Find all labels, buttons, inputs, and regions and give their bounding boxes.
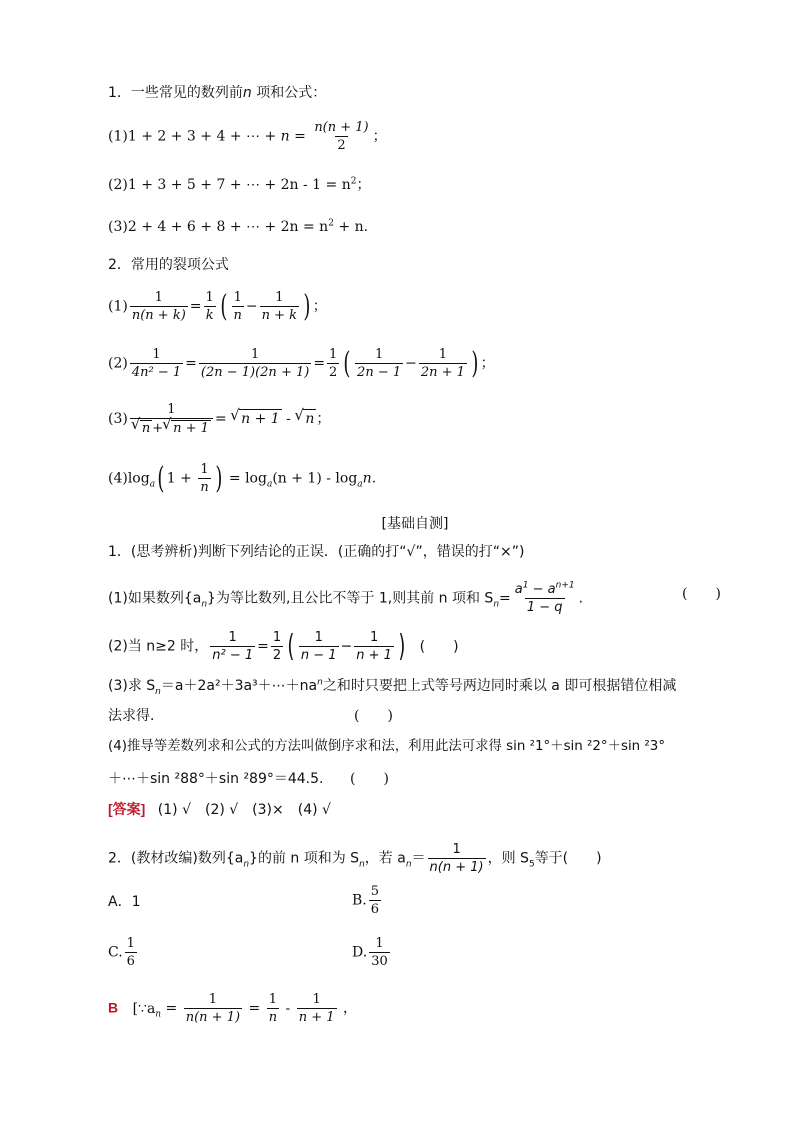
fraction-num: 1	[275, 290, 284, 305]
fraction-den: 2	[272, 648, 282, 663]
stem-text: ，则 S	[487, 850, 529, 867]
fraction-den: 2n − 1	[357, 365, 402, 380]
formula-lhs: 1 + 2 + 3 + 4 + ⋯ +	[127, 128, 281, 145]
fraction-num: 1	[126, 936, 135, 951]
formula-sum-2: (2)1 + 3 + 5 + 7 + ⋯ + $2n - 1 = n^2$；	[108, 176, 371, 193]
item-text: 法求得．	[108, 708, 164, 724]
fraction-num: 5	[370, 884, 380, 899]
option-label: B.	[352, 892, 367, 909]
fraction-den: 2n + 1	[420, 365, 465, 380]
fraction-num: 1	[272, 630, 282, 645]
formula-sum-3: (3)2 + 4 + 6 + 8 + ⋯ + $2n = n^2 + n$.	[108, 218, 369, 235]
formula-sum-1: (1)1 + 2 + 3 + 4 + ⋯ + n = $\frac{n(n + 1)}{2}$ ；	[108, 120, 387, 153]
formula-label: (2)	[108, 177, 128, 193]
option-a[interactable]: A．1	[108, 894, 141, 910]
formula-text: = log	[224, 470, 267, 487]
fraction: $\frac{a^1 - a^{n+1}}{1 - q}$	[514, 580, 575, 615]
section-title: [基础自测]	[381, 516, 449, 532]
question-1-item-1: (1)如果数列$\{a_n\}$为等比数列,且公比不等于 1,则其前 n 项和 $S_n=$ $\frac{a^1 - a^{n+1}}{1 - q}$ .	[108, 580, 584, 615]
fraction-num: 1	[438, 347, 448, 362]
item-text: (1)如果数列{a	[108, 590, 202, 607]
sqrt-term: √ n	[303, 409, 316, 428]
fraction-num: 1	[374, 347, 384, 362]
question-1-stem: 1．(思考辨析)判断下列结论的正误．(正确的打“√”，错误的打“×”)	[108, 544, 525, 560]
sqrt-term: √ n + 1	[171, 420, 211, 436]
fraction: 1 √ n +√ n + 1	[130, 402, 213, 436]
option-b[interactable]	[352, 884, 383, 917]
fraction-num: 1	[250, 347, 260, 362]
fraction	[198, 462, 210, 495]
fraction	[327, 347, 339, 380]
fraction-den: n + 1	[356, 648, 392, 663]
stem-text: }的前 n 项和为 S	[249, 850, 360, 867]
split-formula-1: (1) $\frac{1}{n(n + k)}$ = $\frac{1}{k}$ ( $\frac{1}{n}$ − $\frac{1}{n + k}$ ) ；	[108, 288, 327, 324]
formula-label: (1)	[108, 298, 128, 315]
option-label: C.	[108, 944, 123, 961]
fraction: $\frac{1}{n}$	[233, 290, 242, 323]
fraction-den: n² − 1	[212, 648, 254, 663]
section-1-heading	[108, 84, 326, 102]
option-d[interactable]	[352, 936, 392, 969]
fraction-num: 1	[200, 462, 209, 477]
fraction-den: n(n + k)	[131, 308, 186, 323]
question-1-item-4: (4)推导等差数列求和公式的方法叫做倒序求和法，利用此法可求得 sin ²1°＋sin ²2°＋sin ²3°	[108, 739, 666, 754]
fraction	[199, 347, 311, 380]
fraction-den: n	[233, 308, 242, 323]
question-1-item-4-cont	[108, 770, 324, 788]
fraction-den: 2	[329, 365, 338, 380]
fraction-den: n	[200, 480, 209, 495]
formula-text: n.	[362, 470, 377, 487]
fraction	[369, 884, 381, 917]
formula-label: (2)	[108, 355, 128, 372]
fraction-num: 1	[268, 992, 278, 1007]
fraction-den: n − 1	[300, 648, 337, 663]
fraction	[354, 630, 394, 663]
item-text: ＋⋯＋sin ²88°＋sin ²89°＝44.5.	[108, 771, 324, 787]
item-text: (3)求 S	[108, 678, 156, 694]
fraction-den: 2	[337, 138, 346, 153]
solution-eq: =	[244, 1000, 265, 1017]
fraction	[210, 630, 255, 663]
formula-tail: + n.	[333, 219, 369, 235]
formula-text: 2 + 4 + 6 + 8 + ⋯ + 2n = n	[127, 219, 329, 235]
log-base: a	[149, 479, 156, 490]
fraction-den: 6	[370, 902, 380, 917]
sqrt-term: √ n + 1	[239, 409, 282, 428]
fraction	[419, 347, 467, 380]
formula-text: 1 +	[166, 470, 197, 487]
fraction	[355, 347, 403, 380]
fraction	[271, 630, 283, 663]
split-formula-3: (3) 1 √ n +√ n + 1 = √ n + 1 - √ n ；	[108, 402, 330, 436]
formula-tail: ；	[372, 128, 387, 145]
fraction-num: a	[514, 582, 523, 597]
fraction-den: (2n − 1)(2n + 1)	[200, 365, 310, 380]
fraction	[297, 992, 337, 1025]
fraction-num: 1	[314, 630, 323, 645]
item-text: ＝a＋2a²＋3a³＋⋯＋na	[160, 678, 318, 694]
fraction-den: n(n + 1)	[429, 860, 484, 875]
question-1-item-3: (3)求 $S_n=a+2a^2+3a^3+\cdots+na^n$之和时只要把上式等号两边同时乘以 a 即可根据错位相减	[108, 677, 677, 697]
fraction-num: 1	[369, 630, 379, 645]
fraction-num: 1	[152, 347, 161, 362]
formula-tail: ；	[480, 355, 495, 372]
fraction-den: n + 1	[298, 1010, 335, 1025]
formula-text: 1 + 3 + 5 + 7 + ⋯ + 2n - 1 = n	[127, 177, 351, 193]
section-2-heading	[108, 256, 229, 274]
option-label: D.	[352, 944, 368, 961]
formula-tail: ；	[312, 298, 327, 315]
answer-text: (1) √ (2) √ (3)× (4) √	[157, 802, 331, 818]
formula-text: (n + 1) - log	[272, 470, 358, 487]
fraction	[184, 992, 242, 1025]
solution-op: -	[281, 1000, 295, 1017]
heading-text-2: 项和公式：	[251, 85, 327, 101]
formula-label: (3)	[108, 411, 128, 427]
sqrt-term: √ n	[140, 420, 152, 436]
heading-text: 2．常用的裂项公式	[108, 257, 229, 273]
fraction-den: n + k	[261, 308, 298, 323]
item-tail: .	[578, 590, 584, 607]
stem-text: 等于( )	[534, 850, 602, 867]
fraction-den: 30	[371, 954, 388, 969]
answer-blank-2[interactable]: ( )	[419, 638, 459, 655]
item-text: 之和时只要把上式等号两边同时乘以 a 即可根据错位相减	[322, 678, 677, 694]
fraction	[312, 120, 370, 153]
split-formula-2: (2) $\frac{1}{\text{4n² − 1}}$ = $\frac{1}{(2n - 1)(2n + 1)}$ = $\frac{1}{2}$ ( $\frac{1}{2n - 1}$ − $\frac{1}{2n + 1}$ ) ；	[108, 345, 495, 381]
answer-label: [答案]	[108, 801, 146, 817]
fraction-num: 1	[375, 936, 384, 951]
question-1-item-2: (2)当 n≥2 时， $\frac{1}{\text{n² − 1}}$ = $\frac{1}{2}$ ( $\frac{1}{n - 1}$ − $\frac{1}{n + 1}$ ) ( )	[108, 628, 459, 664]
fraction-num: 1	[205, 290, 214, 305]
fraction-den: n	[268, 1010, 278, 1025]
fraction	[125, 936, 137, 969]
fraction-den: 6	[126, 954, 135, 969]
fraction-num: 1	[452, 842, 461, 857]
formula-label: (4)log	[108, 470, 150, 487]
fraction-den: 4n² − 1	[131, 365, 182, 380]
option-c[interactable]	[108, 936, 139, 969]
formula-tail: ；	[316, 411, 331, 427]
fraction	[369, 936, 390, 969]
answer-blank-1[interactable]: ( )	[682, 586, 721, 602]
item-text: (2)当 n≥2 时，	[108, 638, 209, 655]
heading-var: n	[242, 85, 252, 101]
stem-text: ，若 a	[364, 850, 406, 867]
fraction	[260, 290, 299, 323]
fraction-den: k	[205, 308, 214, 323]
fraction-num: 1	[228, 630, 237, 645]
question-2-stem: 2．(教材改编)数列$\{a_n\}$的前 n 项和为 $S_n$，若 $a_n=$ $\frac{1}{n(n + 1)}$ ，则 $S_5$等于( )	[108, 842, 602, 875]
solution-text: [∵a	[132, 1000, 156, 1017]
fraction-num: 1	[329, 347, 338, 362]
stem-text: ＝	[411, 850, 426, 867]
answer-blank-3[interactable]: ( )	[354, 708, 393, 724]
stem-text: 2．(教材改编)数列{a	[108, 850, 244, 867]
fraction-num: 1	[312, 992, 321, 1007]
fraction	[130, 347, 183, 380]
fraction	[204, 290, 216, 323]
fraction-num: 1	[154, 290, 163, 305]
answer-1	[108, 800, 331, 819]
item-text: }为等比数列,且公比不等于 1,则其前 n 项和 S	[207, 590, 494, 607]
formula-tail: ；	[356, 177, 371, 193]
answer-blank-4[interactable]: ( )	[350, 771, 389, 787]
fraction-num: n(n + 1)	[314, 120, 369, 135]
question-1-item-3-cont	[108, 707, 164, 725]
fraction-den: n(n + 1)	[185, 1010, 241, 1025]
formula-label: (1)	[108, 128, 128, 145]
solution-2: B [$\because a_n$ = $\frac{1}{n(n + 1)}$ = $\frac{1}{n}$ - $\frac{1}{n + 1}$ ，	[108, 992, 357, 1025]
heading-text: 1．一些常见的数列前	[108, 85, 243, 101]
fraction-den: 1 − q	[526, 600, 563, 615]
solution-eq: =	[161, 1000, 182, 1017]
fraction	[428, 842, 486, 875]
fraction	[267, 992, 279, 1025]
solution-tail: ，	[338, 1000, 357, 1017]
fraction	[130, 290, 188, 323]
formula-eq: =	[289, 128, 311, 145]
formula-label: (3)	[108, 219, 128, 235]
fraction	[299, 630, 339, 663]
split-formula-4: $(4)\log_a$( 1 + $\frac{1}{n}$ ) = $\log_a(n + 1) - \log_an$.	[108, 460, 377, 496]
fraction-num: 1	[208, 992, 218, 1007]
answer-mark: B	[108, 999, 119, 1016]
fraction-num: 1	[167, 402, 176, 417]
